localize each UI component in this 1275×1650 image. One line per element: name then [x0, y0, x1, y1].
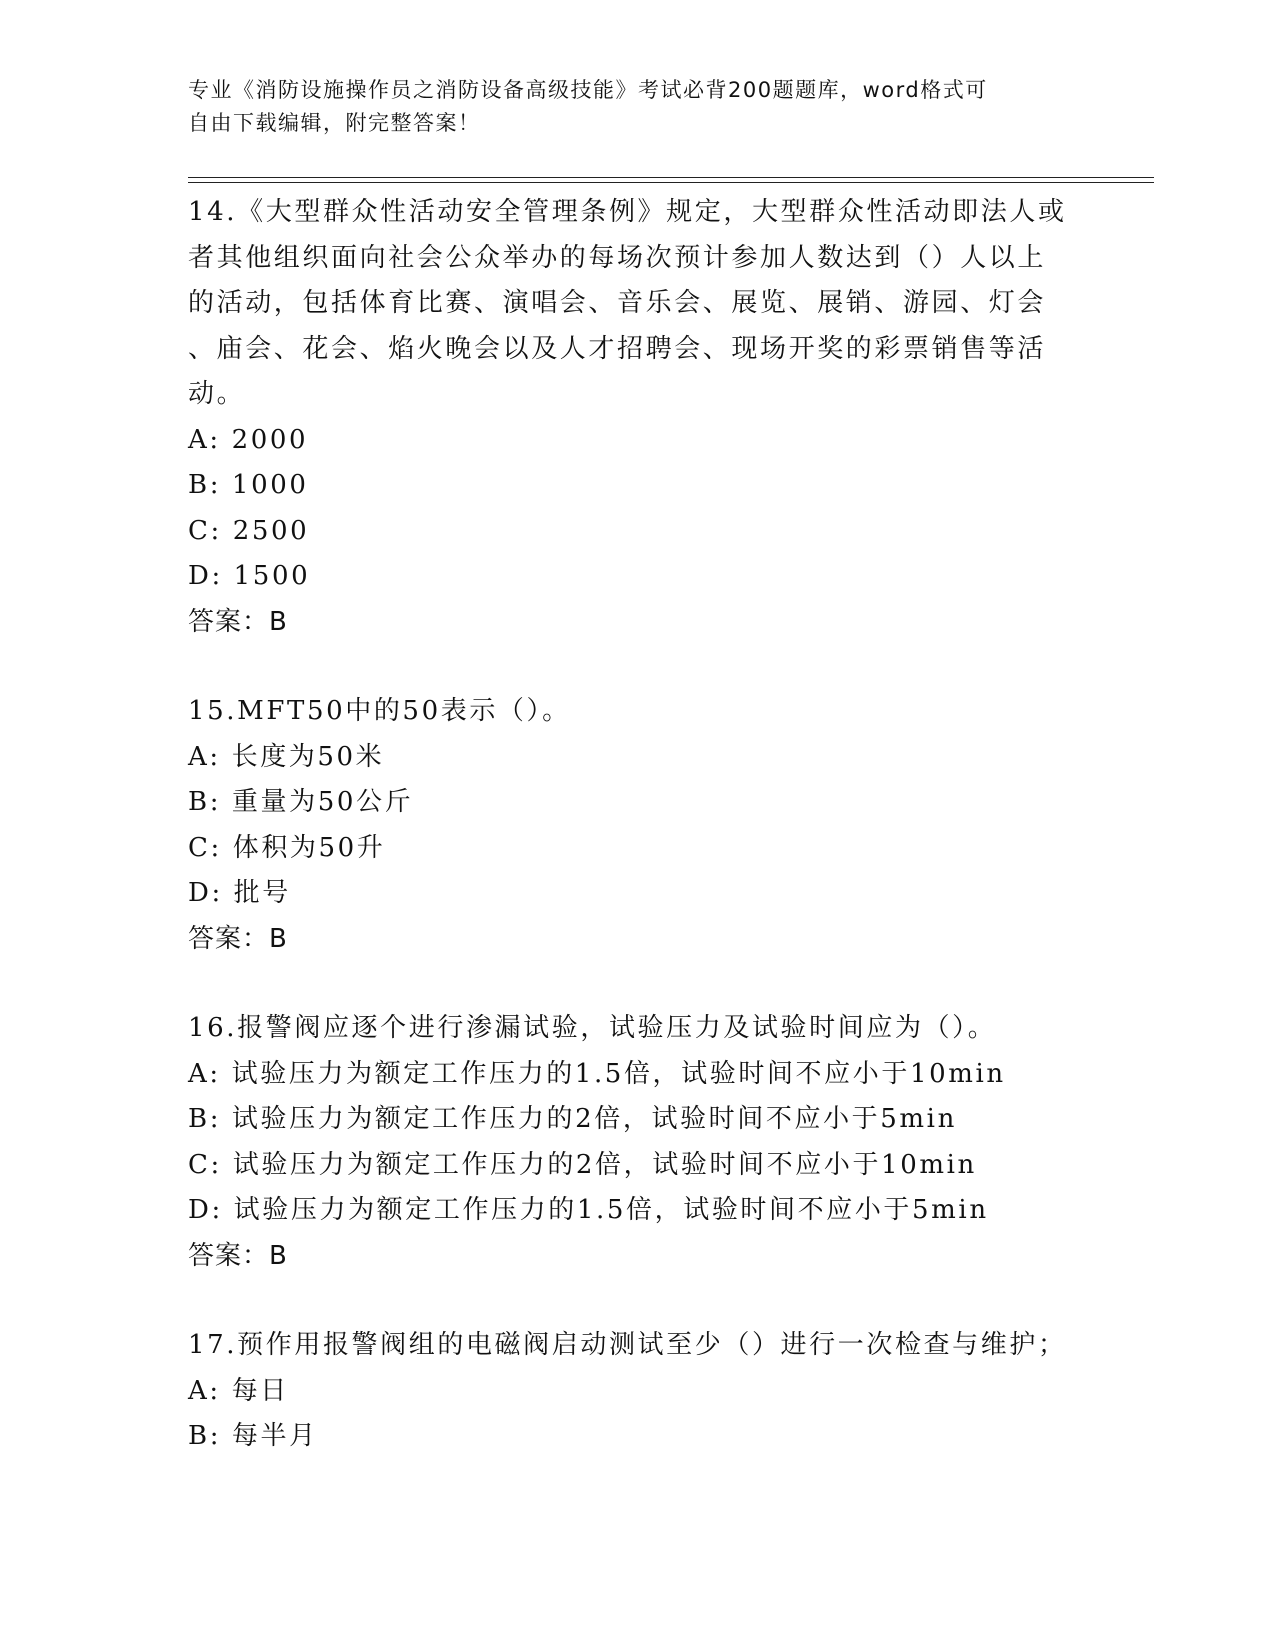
- answer-key: 答案：B: [188, 923, 288, 954]
- option-b: B: 1000: [188, 470, 309, 500]
- question-stem-line: 、庙会、花会、焰火晚会以及人才招聘会、现场开奖的彩票销售等活: [188, 333, 1047, 364]
- question-14: [188, 190, 1088, 645]
- answer-key: 答案：B: [188, 1240, 288, 1271]
- header-divider-top: [188, 177, 1154, 178]
- document-header: [188, 74, 1068, 140]
- option-c: C: 体积为50升: [188, 832, 386, 863]
- option-a: A: 2000: [188, 424, 309, 455]
- question-stem-line: 17.预作用报警阀组的电磁阀启动测试至少（）进行一次检查与维护；: [188, 1330, 1067, 1360]
- header-divider-bottom: [188, 182, 1154, 183]
- option-b: B: 试验压力为额定工作压力的2倍，试验时间不应小于5min: [188, 1104, 957, 1134]
- option-c: C: 2500: [188, 515, 310, 546]
- option-c: C: 试验压力为额定工作压力的2倍，试验时间不应小于10min: [188, 1149, 977, 1180]
- question-stem-line: 者其他组织面向社会公众举办的每场次预计参加人数达到（）人以上: [188, 242, 1047, 273]
- question-stem-line: 15.MFT50中的50表示（）。: [188, 696, 571, 726]
- option-a: A: 试验压力为额定工作压力的1.5倍，试验时间不应小于10min: [188, 1058, 1006, 1089]
- question-16: [188, 1006, 1088, 1279]
- header-line-2: 自由下载编辑，附完整答案！: [188, 111, 481, 135]
- option-b: B: 重量为50公斤: [188, 787, 414, 817]
- question-17: [188, 1323, 1088, 1460]
- option-a: A: 每日: [188, 1375, 289, 1406]
- question-stem-line: 14.《大型群众性活动安全管理条例》规定，大型群众性活动即法人或: [188, 197, 1067, 227]
- option-d: D: 试验压力为额定工作压力的1.5倍，试验时间不应小于5min: [188, 1195, 989, 1225]
- option-d: D: 批号: [188, 878, 291, 908]
- answer-key: 答案：B: [188, 606, 288, 637]
- question-stem-line: 16.报警阀应逐个进行渗漏试验，试验压力及试验时间应为（）。: [188, 1013, 997, 1043]
- question-stem-line: 动。: [188, 379, 246, 409]
- header-line-1: 专业《消防设施操作员之消防设备高级技能》考试必背200题题库，word格式可: [188, 78, 988, 102]
- question-list: [188, 190, 1088, 1504]
- question-stem-line: 的活动，包括体育比赛、演唱会、音乐会、展览、展销、游园、灯会: [188, 288, 1047, 318]
- question-15: [188, 689, 1088, 962]
- option-a: A: 长度为50米: [188, 741, 385, 772]
- option-b: B: 每半月: [188, 1421, 318, 1451]
- option-d: D: 1500: [188, 561, 311, 591]
